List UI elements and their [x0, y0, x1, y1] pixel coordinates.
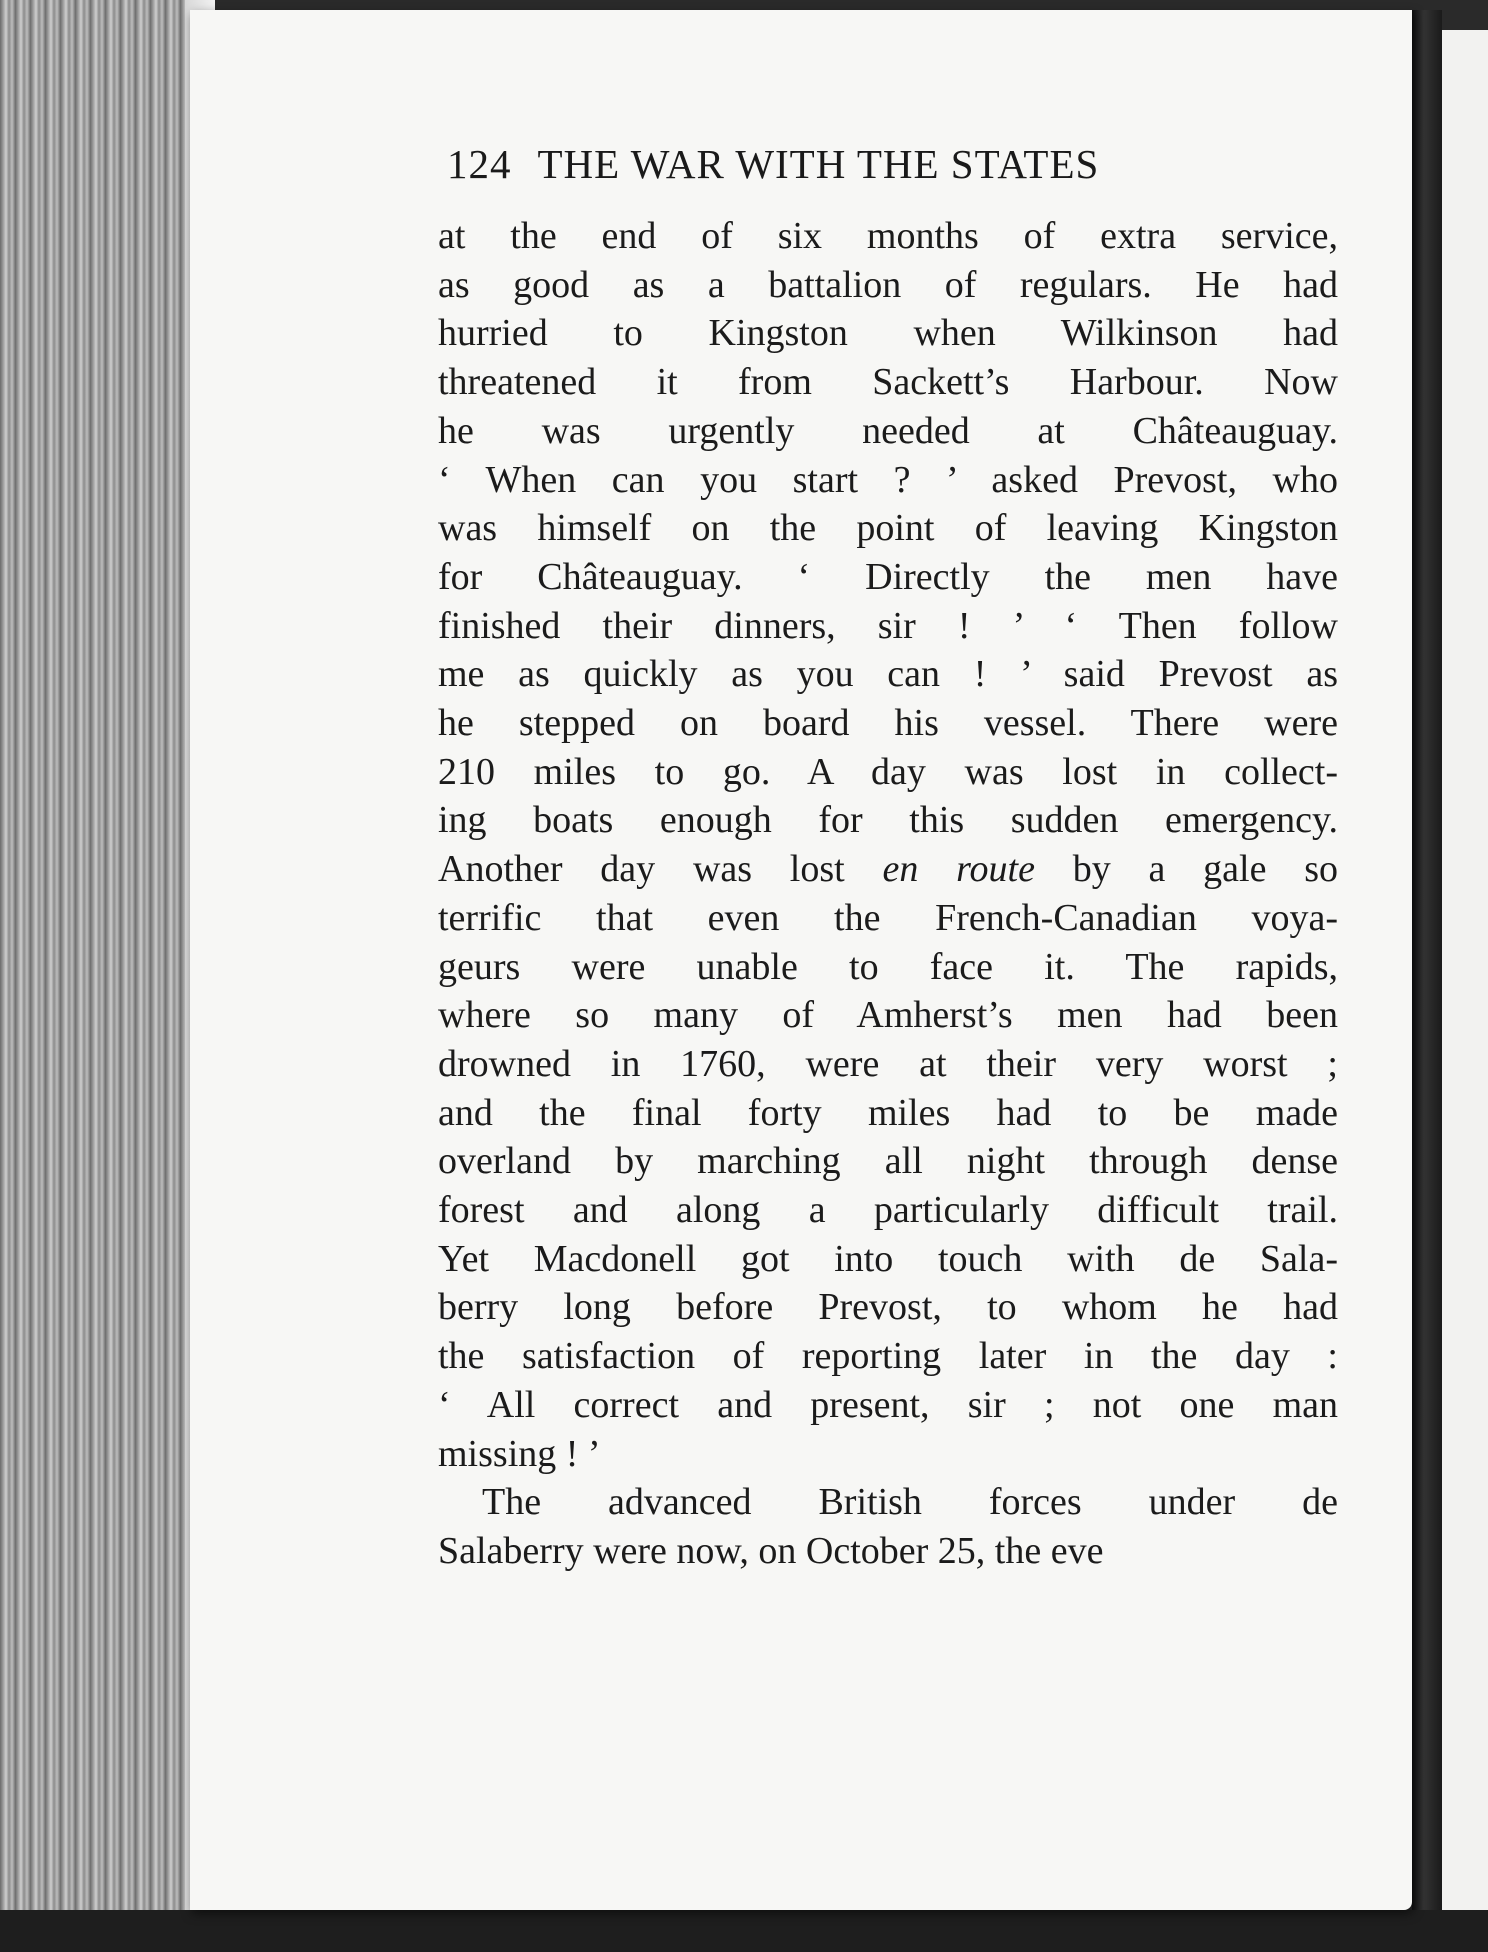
text-line: 210 miles to go. A day was lost in collect-	[438, 750, 1338, 793]
text-line: he was urgently needed at Châteauguay.	[438, 409, 1338, 452]
page-number: 124	[447, 141, 512, 187]
text-line: as good as a battalion of regulars. He had	[438, 263, 1338, 306]
text-line: geurs were unable to face it. The rapids,	[438, 945, 1338, 988]
text-line: forest and along a particularly difficult trail.	[438, 1189, 1338, 1232]
text-line: and the final forty miles had to be made	[438, 1091, 1338, 1134]
text-line: hurried to Kingston when Wilkinson had	[438, 312, 1338, 355]
italic-phrase: en route	[882, 848, 1035, 891]
paragraph-first-line: The advanced British forces under de	[482, 1481, 1338, 1524]
text-line: overland by marching all night through dense	[438, 1140, 1338, 1183]
text-line: Salaberry were now, on October 25, the eve	[438, 1529, 1104, 1572]
text-line: Another day was lost en route by a gale so	[438, 848, 1339, 891]
text-line: terrific that even the French-Canadian voya-	[438, 896, 1338, 939]
text-line: Yet Macdonell got into touch with de Sala-	[438, 1237, 1338, 1280]
text-line: finished their dinners, sir ! ’ ‘ Then follow	[438, 604, 1338, 647]
text-line: ‘ All correct and present, sir ; not one man	[438, 1383, 1338, 1426]
running-title: THE WAR WITH THE STATES	[537, 141, 1100, 187]
text-line: ing boats enough for this sudden emergency.	[438, 799, 1338, 842]
background-surface	[0, 1910, 1488, 1952]
text-line: missing ! ’	[438, 1432, 601, 1475]
text-line: for Châteauguay. ‘ Directly the men have	[438, 555, 1338, 598]
running-header	[447, 140, 1267, 188]
text-line: berry long before Prevost, to whom he had	[438, 1286, 1338, 1329]
text-line: ‘ When can you start ? ’ asked Prevost, who	[438, 458, 1338, 501]
text-line: he stepped on board his vessel. There were	[438, 702, 1338, 745]
facing-page-edge	[1442, 30, 1488, 1910]
page-body-text	[438, 212, 1338, 1576]
text-line: where so many of Amherst’s men had been	[438, 994, 1338, 1037]
book-spine-shadow	[1412, 10, 1442, 1910]
text-line: me as quickly as you can ! ’ said Prevost as	[438, 653, 1338, 696]
text-line: threatened it from Sackett’s Harbour. Now	[438, 361, 1338, 404]
text-line: the satisfaction of reporting later in the day :	[438, 1335, 1338, 1378]
text-line: drowned in 1760, were at their very worst ;	[438, 1042, 1338, 1085]
text-line: at the end of six months of extra service,	[438, 215, 1338, 257]
text-line: was himself on the point of leaving Kingston	[438, 507, 1338, 550]
book-page-edges	[0, 0, 215, 1952]
